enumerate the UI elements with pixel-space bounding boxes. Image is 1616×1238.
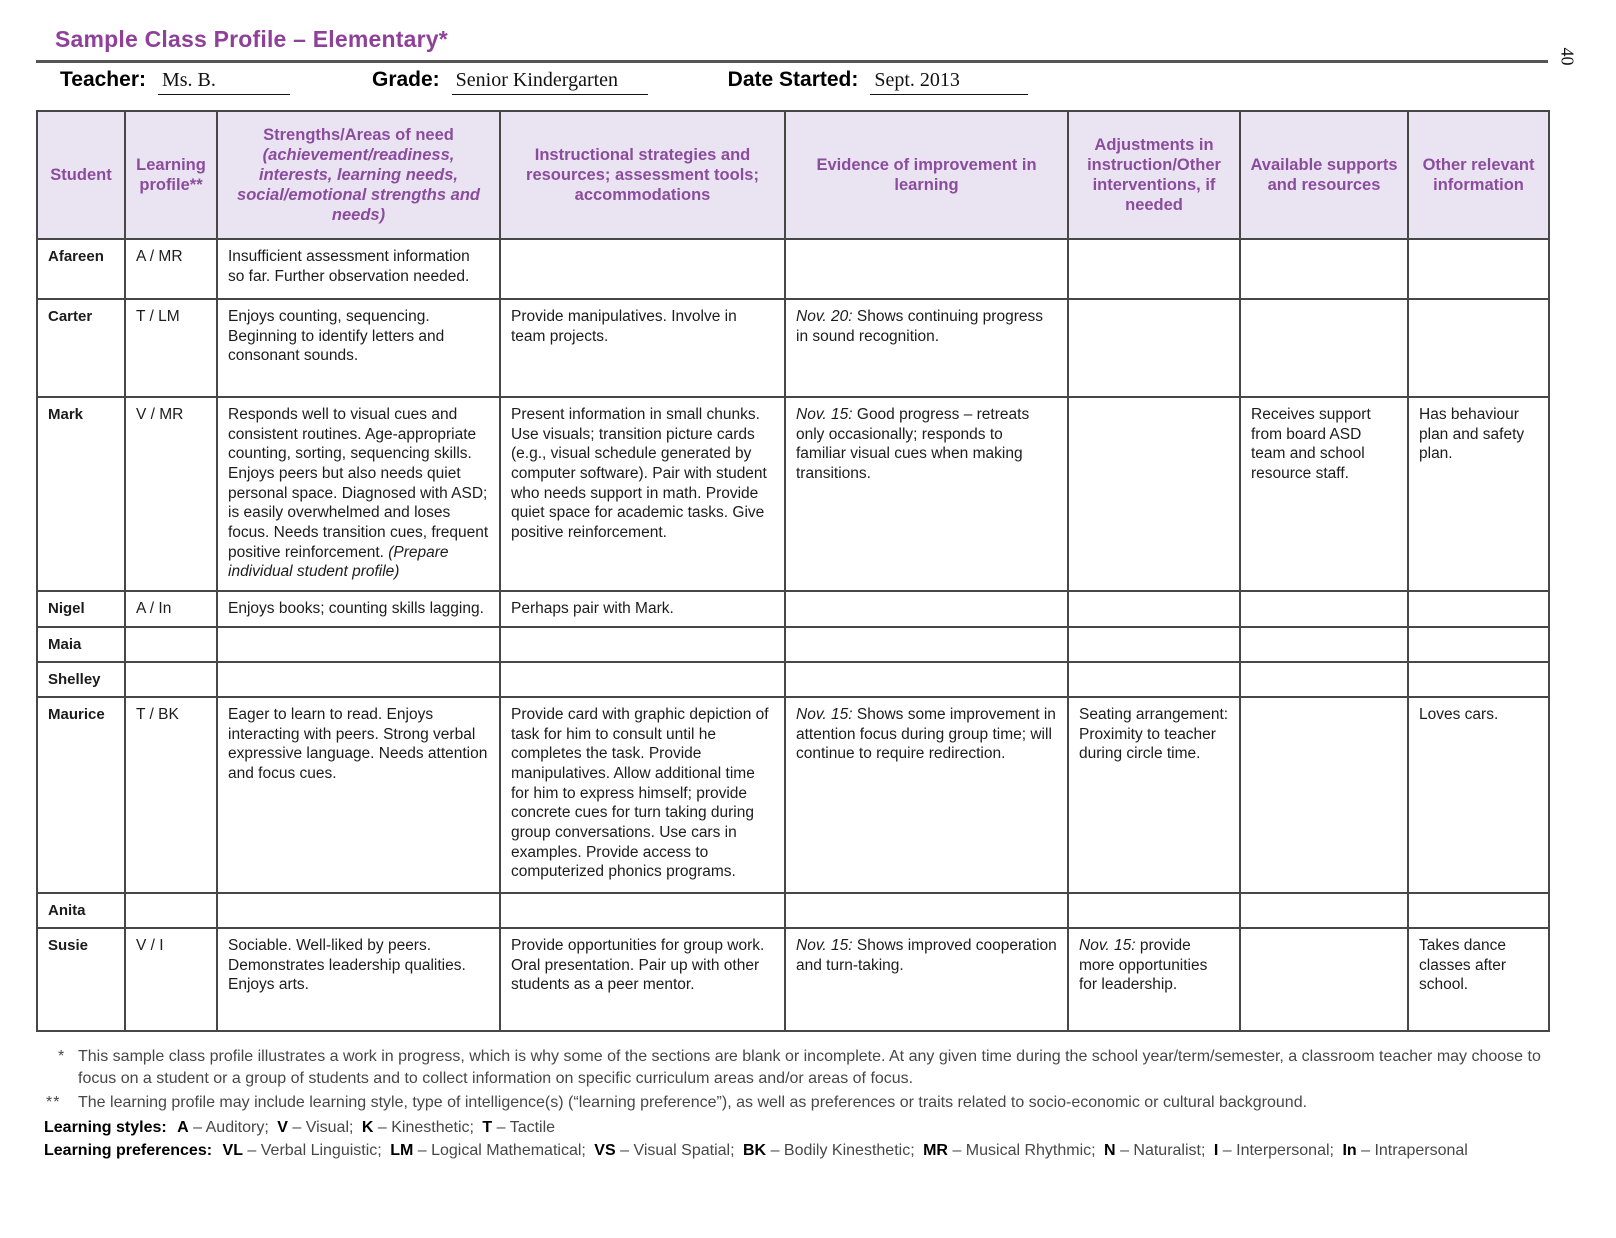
- strategies-cell: Provide manipulatives. Involve in team projects.: [500, 299, 785, 397]
- strategies-cell: [500, 239, 785, 299]
- table-row-mark: [37, 397, 1549, 591]
- evidence-cell: [785, 893, 1068, 928]
- footnote-1-marker: *: [58, 1048, 65, 1065]
- footnote-1: [36, 1046, 1552, 1089]
- student-name: Carter: [37, 299, 125, 397]
- supports-cell: [1240, 299, 1408, 397]
- learning-profile-cell: [125, 627, 217, 662]
- strategies-cell: Provide card with graphic depiction of task for him to consult until he completes the task. Provide manipulatives. Allow additional time for him to express himself; provide concrete cues for turn taking during group conversations. Use cars in examples. Provide access to computerized phonics programs.: [500, 697, 785, 893]
- evidence-cell: [785, 591, 1068, 627]
- strengths-cell: [217, 893, 500, 928]
- supports-cell: [1240, 893, 1408, 928]
- other-info-cell: Loves cars.: [1408, 697, 1549, 893]
- footnote-2-marker: **: [46, 1094, 61, 1112]
- table-row-maia: [37, 627, 1549, 662]
- col-header-supports: Available supports and resources: [1240, 111, 1408, 239]
- strategies-cell: [500, 627, 785, 662]
- other-info-cell: [1408, 591, 1549, 627]
- footnote-1-text: This sample class profile illustrates a work in progress, which is why some of the sections are blank or incomplete. At any given time during the school year/term/semester, a classroom teacher may choose to focus on a student or a group of students and to collect information on specific curriculum areas and/or areas of focus.: [78, 1048, 1541, 1087]
- learning-styles-legend: Learning styles: A – Auditory; V – Visual; K – Kinesthetic; T – Tactile: [44, 1118, 556, 1136]
- supports-cell: [1240, 662, 1408, 697]
- strengths-cell: Enjoys counting, sequencing. Beginning to identify letters and consonant sounds.: [217, 299, 500, 397]
- class-profile-table-wrap: [36, 110, 1550, 1032]
- learning-preferences-legend: Learning preferences: VL – Verbal Linguistic; LM – Logical Mathematical; VS – Visual Spatial; BK – Bodily Kinesthetic; MR – Musical Rhythmic; N – Naturalist; I – Interpersonal; In – Intrapersonal: [44, 1142, 1468, 1160]
- table-row-anita: [37, 893, 1549, 928]
- student-name: Nigel: [37, 591, 125, 627]
- table-row-afareen: [37, 239, 1549, 299]
- learning-profile-cell: T / BK: [125, 697, 217, 893]
- supports-cell: [1240, 928, 1408, 1031]
- strengths-cell: Enjoys books; counting skills lagging.: [217, 591, 500, 627]
- adjustments-cell: Seating arrangement: Proximity to teacher during circle time.: [1068, 697, 1240, 893]
- page-title: Sample Class Profile – Elementary*: [55, 26, 448, 52]
- strategies-cell: Perhaps pair with Mark.: [500, 591, 785, 627]
- evidence-cell: Nov. 15: Shows improved cooperation and turn-taking.: [785, 928, 1068, 1031]
- table-row-carter: [37, 299, 1549, 397]
- adjustments-cell: [1068, 239, 1240, 299]
- adjustments-cell: [1068, 299, 1240, 397]
- other-info-cell: [1408, 662, 1549, 697]
- table-row-nigel: [37, 591, 1549, 627]
- col-header-strategies: Instructional strategies and resources; assessment tools; accommodations: [500, 111, 785, 239]
- student-name: Anita: [37, 893, 125, 928]
- strengths-cell: Sociable. Well-liked by peers. Demonstrates leadership qualities. Enjoys arts.: [217, 928, 500, 1031]
- strengths-cell: Insufficient assessment information so far. Further observation needed.: [217, 239, 500, 299]
- other-info-cell: [1408, 893, 1549, 928]
- strengths-cell: Responds well to visual cues and consistent routines. Age-appropriate counting, sorting, sequencing skills. Enjoys peers but also needs quiet personal space. Diagnosed with ASD; is easily overwhelmed and loses focus. Needs transition cues, frequent positive reinforcement. (Prepare individual student profile): [217, 397, 500, 591]
- date-started-label: Date Started:: [727, 68, 859, 91]
- student-name: Mark: [37, 397, 125, 591]
- grade-label: Grade:: [371, 68, 440, 91]
- evidence-cell: Nov. 20: Shows continuing progress in sound recognition.: [785, 299, 1068, 397]
- col-header-evidence: Evidence of improvement in learning: [785, 111, 1068, 239]
- table-row-susie: [37, 928, 1549, 1031]
- footnotes-section: [36, 1046, 1552, 1164]
- evidence-cell: [785, 662, 1068, 697]
- other-info-cell: [1408, 627, 1549, 662]
- evidence-cell: [785, 239, 1068, 299]
- other-info-cell: Has behaviour plan and safety plan.: [1408, 397, 1549, 591]
- strategies-cell: [500, 662, 785, 697]
- learning-profile-cell: V / I: [125, 928, 217, 1031]
- learning-profile-cell: T / LM: [125, 299, 217, 397]
- col-header-other: Other relevant information: [1408, 111, 1549, 239]
- date-started-field: Sept. 2013: [870, 69, 1028, 95]
- supports-cell: [1240, 627, 1408, 662]
- learning-profile-cell: [125, 662, 217, 697]
- adjustments-cell: [1068, 591, 1240, 627]
- strengths-cell: [217, 627, 500, 662]
- col-header-adjustments: Adjustments in instruction/Other interventions, if needed: [1068, 111, 1240, 239]
- strategies-cell: Provide opportunities for group work. Oral presentation. Pair up with other students as a peer mentor.: [500, 928, 785, 1031]
- learning-profile-cell: V / MR: [125, 397, 217, 591]
- evidence-cell: Nov. 15: Good progress – retreats only occasionally; responds to familiar visual cues when making transitions.: [785, 397, 1068, 591]
- col-header-student: Student: [37, 111, 125, 239]
- adjustments-cell: [1068, 893, 1240, 928]
- student-name: Susie: [37, 928, 125, 1031]
- footnote-2: [36, 1092, 1552, 1114]
- learning-profile-cell: A / In: [125, 591, 217, 627]
- adjustments-cell: [1068, 397, 1240, 591]
- learning-profile-cell: A / MR: [125, 239, 217, 299]
- other-info-cell: Takes dance classes after school.: [1408, 928, 1549, 1031]
- evidence-cell: [785, 627, 1068, 662]
- title-divider: [36, 60, 1548, 63]
- col-header-strengths: Strengths/Areas of need (achievement/readiness, interests, learning needs, social/emotional strengths and needs): [217, 111, 500, 239]
- supports-cell: [1240, 697, 1408, 893]
- learning-styles-label: Learning styles:: [44, 1118, 167, 1136]
- adjustments-cell: Nov. 15: provide more opportunities for leadership.: [1068, 928, 1240, 1031]
- header-row: [37, 111, 1549, 239]
- strategies-cell: Present information in small chunks. Use visuals; transition picture cards (e.g., visual schedule generated by computer software). Pair with student who needs support in math. Provide quiet space for academic tasks. Give positive reinforcement.: [500, 397, 785, 591]
- other-info-cell: [1408, 299, 1549, 397]
- adjustments-cell: [1068, 662, 1240, 697]
- grade-field: Senior Kindergarten: [452, 69, 648, 95]
- table-row-shelley: [37, 662, 1549, 697]
- teacher-label: Teacher:: [60, 68, 146, 91]
- learning-preferences-label: Learning preferences:: [44, 1142, 213, 1160]
- strategies-cell: [500, 893, 785, 928]
- student-name: Shelley: [37, 662, 125, 697]
- adjustments-cell: [1068, 627, 1240, 662]
- student-name: Maurice: [37, 697, 125, 893]
- other-info-cell: [1408, 239, 1549, 299]
- supports-cell: Receives support from board ASD team and school resource staff.: [1240, 397, 1408, 591]
- strengths-cell: [217, 662, 500, 697]
- table-row-maurice: [37, 697, 1549, 893]
- evidence-cell: Nov. 15: Shows some improvement in attention focus during group time; will continue to require redirection.: [785, 697, 1068, 893]
- page-number: 40: [1557, 47, 1578, 66]
- student-name: Maia: [37, 627, 125, 662]
- footnote-2-text: The learning profile may include learning style, type of intelligence(s) (“learning preference”), as well as preferences or traits related to socio-economic or cultural background.: [78, 1094, 1308, 1112]
- supports-cell: [1240, 591, 1408, 627]
- teacher-field: Ms. B.: [158, 69, 290, 95]
- col-header-learning-profile: Learning profile**: [125, 111, 217, 239]
- supports-cell: [1240, 239, 1408, 299]
- form-header: [60, 68, 1028, 95]
- learning-profile-cell: [125, 893, 217, 928]
- class-profile-table: [36, 110, 1550, 1032]
- strengths-cell: Eager to learn to read. Enjoys interacting with peers. Strong verbal expressive language. Needs attention and focus cues.: [217, 697, 500, 893]
- student-name: Afareen: [37, 239, 125, 299]
